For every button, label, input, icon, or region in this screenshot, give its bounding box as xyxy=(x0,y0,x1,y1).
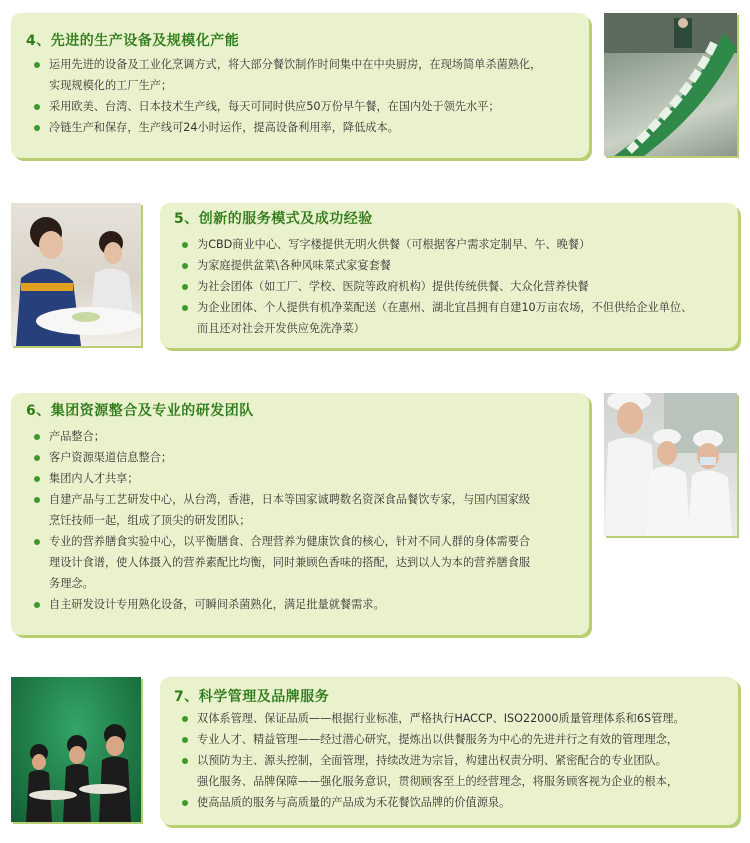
list-item: 为企业团体、个人提供有机净菜配送（在惠州、湖北宜昌拥有自建10万亩农场，不但供给企业单位、 xyxy=(181,297,692,318)
list-item: 运用先进的设备及工业化烹调方式，将大部分餐饮制作时间集中在中央厨房，在现场简单杀菌熟化， xyxy=(33,54,541,75)
list-item: 为社会团体（如工厂、学校、医院等政府机构）提供传统供餐、大众化营养快餐 xyxy=(181,276,692,297)
list-item: 集团内人才共享； xyxy=(33,468,530,489)
section-4-list xyxy=(33,54,541,138)
diners-photo xyxy=(11,203,141,346)
section-4-title: 4、先进的生产设备及规模化产能 xyxy=(26,33,240,49)
research-team-graphic xyxy=(604,393,737,536)
list-item: 为CBD商业中心、写字楼提供无明火供餐（可根据客户需求定制早、午、晚餐） xyxy=(181,234,692,255)
list-item-continuation: 强化服务、品牌保障——强化服务意识，贯彻顾客至上的经营理念，将服务顾客视为企业的根本， xyxy=(197,775,679,788)
list-item: 冷链生产和保存，生产线可24小时运作，提高设备利用率，降低成本。 xyxy=(33,117,541,138)
list-item-continuation: 理设计食谱，使人体摄入的营养素配比均衡，同时兼顾色香味的搭配，达到以人为本的营养膳食服 xyxy=(49,556,531,569)
production-line-graphic xyxy=(604,13,737,156)
diners-graphic xyxy=(11,203,141,346)
list-item: 使高品质的服务与高质量的产品成为禾花餐饮品牌的价值源泉。 xyxy=(181,792,685,813)
section-5-list xyxy=(181,234,692,339)
section-6-list xyxy=(33,426,530,615)
list-item: 客户资源渠道信息整合； xyxy=(33,447,530,468)
section-6-title: 6、集团资源整合及专业的研发团队 xyxy=(26,403,254,419)
list-item: 自主研发设计专用熟化设备，可瞬间杀菌熟化，满足批量就餐需求。 xyxy=(33,594,530,615)
list-item: 专业人才、精益管理——经过潜心研究，提炼出以供餐服务为中心的先进并行之有效的管理理念， xyxy=(181,729,685,750)
list-item: 产品整合； xyxy=(33,426,530,447)
section-7-title: 7、科学管理及品牌服务 xyxy=(174,689,330,705)
section-7-list xyxy=(181,708,685,813)
list-item: 专业的营养膳食实验中心，以平衡膳食、合理营养为健康饮食的核心，针对不同人群的身体需要合 xyxy=(33,531,530,552)
production-line-photo xyxy=(604,13,737,156)
list-item: 双体系管理、保证品质——根据行业标准，严格执行HACCP、ISO22000质量管理体系和6S管理。 xyxy=(181,708,685,729)
research-team-photo xyxy=(604,393,737,536)
service-staff-graphic xyxy=(11,677,141,822)
list-item-continuation: 而且还对社会开发供应免洗净菜） xyxy=(197,322,365,335)
service-staff-photo xyxy=(11,677,141,822)
list-item-continuation: 实现规模化的工厂生产； xyxy=(49,79,173,92)
list-item: 以预防为主、源头控制，全面管理，持续改进为宗旨，构建出权责分明、紧密配合的专业团队。 xyxy=(181,750,685,771)
section-5-title: 5、创新的服务模式及成功经验 xyxy=(174,211,373,227)
list-item-continuation: 务理念。 xyxy=(49,577,94,590)
list-item: 采用欧美、台湾、日本技术生产线，每天可同时供应50万份早午餐，在国内处于领先水平； xyxy=(33,96,541,117)
list-item: 自建产品与工艺研发中心，从台湾，香港，日本等国家诚聘数名资深食品餐饮专家，与国内国家级 xyxy=(33,489,530,510)
list-item: 为家庭提供盆菜\各种风味菜式家宴套餐 xyxy=(181,255,692,276)
list-item-continuation: 烹饪技师一起，组成了顶尖的研发团队； xyxy=(49,514,251,527)
